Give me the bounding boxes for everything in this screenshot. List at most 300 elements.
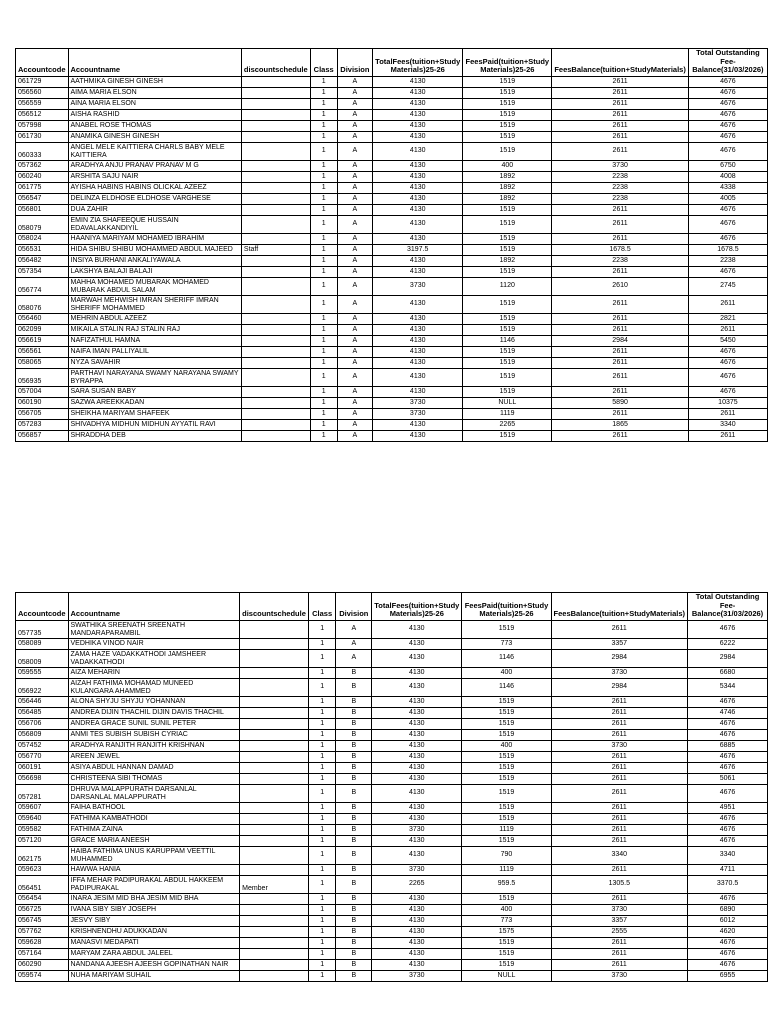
cell-discountschedule <box>240 620 309 638</box>
cell-discountschedule <box>241 368 310 386</box>
cell-total-fees: 4130 <box>372 904 462 915</box>
cell-total-outstanding: 4005 <box>688 193 767 204</box>
cell-total-fees: 4130 <box>372 751 462 762</box>
cell-total-outstanding: 6955 <box>688 970 768 981</box>
cell-accountname: SHRADDHA DEB <box>68 430 241 441</box>
cell-total-outstanding: 4676 <box>688 386 767 397</box>
cell-class: 1 <box>308 835 336 846</box>
table-row <box>16 937 768 948</box>
cell-class: 1 <box>310 76 337 87</box>
cell-fees-balance: 2611 <box>551 696 688 707</box>
cell-accountcode: 059582 <box>16 824 69 835</box>
cell-accountname: MARYAM ZARA ABDUL JALEEL <box>68 948 240 959</box>
cell-total-fees: 4130 <box>373 215 463 233</box>
cell-accountcode: 056446 <box>16 696 69 707</box>
table-row <box>16 773 768 784</box>
cell-total-fees: 4130 <box>372 667 462 678</box>
cell-discountschedule <box>240 864 309 875</box>
cell-fees-paid: 1519 <box>462 835 551 846</box>
table-row <box>16 707 768 718</box>
cell-fees-balance: 2611 <box>552 98 689 109</box>
cell-division: B <box>336 802 372 813</box>
cell-accountname: SWATHIKA SREENATH SREENATH MANDARAPARAMBIL <box>68 620 240 638</box>
table-row <box>16 915 768 926</box>
cell-division: B <box>336 707 372 718</box>
cell-total-fees: 4130 <box>373 357 463 368</box>
cell-accountcode: 056774 <box>16 277 69 295</box>
cell-division: B <box>336 915 372 926</box>
cell-division: A <box>336 638 372 649</box>
cell-division: A <box>337 386 372 397</box>
cell-discountschedule <box>241 408 310 419</box>
cell-total-outstanding: 3340 <box>688 846 768 864</box>
header-row <box>16 49 768 77</box>
cell-total-outstanding: 6012 <box>688 915 768 926</box>
cell-total-fees: 4130 <box>373 233 463 244</box>
cell-fees-paid: 1519 <box>463 430 552 441</box>
cell-total-outstanding: 3340 <box>688 419 767 430</box>
cell-total-fees: 4130 <box>372 948 462 959</box>
cell-fees-balance: 2611 <box>551 802 688 813</box>
table-row <box>16 926 768 937</box>
cell-fees-balance: 3730 <box>551 970 688 981</box>
table-row <box>16 408 768 419</box>
cell-discountschedule <box>241 120 310 131</box>
cell-total-outstanding: 4620 <box>688 926 768 937</box>
cell-division: B <box>336 864 372 875</box>
table-row <box>16 751 768 762</box>
header-discountschedule: discountschedule <box>240 593 309 621</box>
cell-total-fees: 4130 <box>372 649 462 667</box>
cell-fees-paid: 1519 <box>463 357 552 368</box>
table-row <box>16 397 768 408</box>
cell-total-outstanding: 6750 <box>688 160 767 171</box>
cell-total-outstanding: 4676 <box>688 948 768 959</box>
cell-fees-balance: 3730 <box>551 740 688 751</box>
cell-total-outstanding: 4676 <box>688 751 768 762</box>
cell-total-outstanding: 4676 <box>688 266 767 277</box>
cell-discountschedule <box>241 346 310 357</box>
cell-class: 1 <box>310 357 337 368</box>
cell-accountname: ANDREA DIJIN THACHIL DIJIN DAVIS THACHIL <box>68 707 240 718</box>
table-row <box>16 335 768 346</box>
cell-total-fees: 4130 <box>372 740 462 751</box>
cell-fees-paid: 1119 <box>462 864 551 875</box>
header-division: Division <box>336 593 372 621</box>
cell-division: A <box>337 295 372 313</box>
cell-accountcode: 060190 <box>16 397 69 408</box>
cell-class: 1 <box>308 784 336 802</box>
cell-class: 1 <box>310 193 337 204</box>
cell-accountcode: 056560 <box>16 87 69 98</box>
cell-discountschedule <box>240 649 309 667</box>
cell-total-outstanding: 4676 <box>688 893 768 904</box>
cell-accountname: ANAMIKA GINESH GINESH <box>68 131 241 142</box>
cell-total-fees: 3730 <box>373 397 463 408</box>
table-row <box>16 295 768 313</box>
cell-accountname: FAIHA BATHOOL <box>68 802 240 813</box>
cell-total-fees: 4130 <box>373 160 463 171</box>
cell-accountcode: 056801 <box>16 204 69 215</box>
cell-accountcode: 061730 <box>16 131 69 142</box>
cell-fees-paid: 1519 <box>462 802 551 813</box>
cell-accountcode: 062099 <box>16 324 69 335</box>
cell-discountschedule <box>241 419 310 430</box>
cell-total-outstanding: 2745 <box>688 277 767 295</box>
cell-total-fees: 3730 <box>372 864 462 875</box>
table-row <box>16 182 768 193</box>
cell-accountcode: 056619 <box>16 335 69 346</box>
cell-accountname: HIDA SHIBU SHIBU MOHAMMED ABDUL MAJEED <box>68 244 241 255</box>
cell-fees-paid: 1519 <box>462 784 551 802</box>
cell-total-outstanding: 4676 <box>688 368 767 386</box>
cell-division: A <box>337 76 372 87</box>
cell-discountschedule <box>240 751 309 762</box>
cell-discountschedule <box>240 638 309 649</box>
cell-total-fees: 4130 <box>373 266 463 277</box>
header-total-outstanding: Total Outstanding Fee-Balance(31/03/2026) <box>688 593 768 621</box>
cell-division: A <box>337 131 372 142</box>
cell-total-fees: 2265 <box>372 875 462 893</box>
cell-fees-balance: 1678.5 <box>552 244 689 255</box>
cell-discountschedule <box>240 970 309 981</box>
table-row <box>16 784 768 802</box>
cell-fees-paid: 400 <box>462 667 551 678</box>
cell-total-fees: 4130 <box>372 959 462 970</box>
table-row <box>16 904 768 915</box>
cell-class: 1 <box>308 948 336 959</box>
cell-accountcode: 057164 <box>16 948 69 959</box>
cell-fees-balance: 2611 <box>551 864 688 875</box>
cell-discountschedule <box>241 277 310 295</box>
cell-total-outstanding: 2984 <box>688 649 768 667</box>
cell-fees-balance: 2611 <box>552 76 689 87</box>
cell-fees-paid: 1519 <box>462 707 551 718</box>
table-row <box>16 324 768 335</box>
cell-accountname: NUHA MARIYAM SUHAIL <box>68 970 240 981</box>
cell-class: 1 <box>310 255 337 266</box>
cell-discountschedule <box>240 824 309 835</box>
table-row <box>16 131 768 142</box>
cell-class: 1 <box>310 397 337 408</box>
cell-accountcode: 056547 <box>16 193 69 204</box>
cell-discountschedule <box>240 718 309 729</box>
cell-fees-paid: 1519 <box>463 368 552 386</box>
cell-accountcode: 056531 <box>16 244 69 255</box>
cell-discountschedule <box>240 846 309 864</box>
cell-total-fees: 4130 <box>373 87 463 98</box>
table-row <box>16 802 768 813</box>
cell-division: A <box>337 160 372 171</box>
cell-accountname: MANASVI MEDAPATI <box>68 937 240 948</box>
table-row <box>16 120 768 131</box>
cell-total-fees: 4130 <box>373 324 463 335</box>
cell-fees-balance: 2611 <box>552 368 689 386</box>
cell-discountschedule <box>240 729 309 740</box>
cell-fees-balance: 2611 <box>552 233 689 244</box>
cell-division: A <box>337 182 372 193</box>
cell-total-outstanding: 4746 <box>688 707 768 718</box>
cell-fees-paid: 1519 <box>462 620 551 638</box>
cell-fees-paid: 1519 <box>463 244 552 255</box>
cell-accountcode: 056698 <box>16 773 69 784</box>
cell-total-fees: 4130 <box>373 131 463 142</box>
cell-class: 1 <box>308 707 336 718</box>
cell-discountschedule <box>240 784 309 802</box>
cell-discountschedule <box>241 142 310 160</box>
cell-fees-paid: 1892 <box>463 171 552 182</box>
cell-division: A <box>337 244 372 255</box>
cell-total-outstanding: 4676 <box>688 813 768 824</box>
cell-total-outstanding: 4676 <box>688 204 767 215</box>
cell-class: 1 <box>310 87 337 98</box>
cell-total-fees: 4130 <box>372 678 462 696</box>
cell-class: 1 <box>308 678 336 696</box>
cell-discountschedule <box>241 357 310 368</box>
cell-discountschedule <box>240 696 309 707</box>
cell-division: B <box>336 762 372 773</box>
cell-fees-balance: 5890 <box>552 397 689 408</box>
cell-total-outstanding: 5450 <box>688 335 767 346</box>
cell-accountname: MARWAH MEHWISH IMRAN SHERIFF IMRAN SHERIFF MOHAMMED <box>68 295 241 313</box>
cell-class: 1 <box>310 368 337 386</box>
cell-discountschedule <box>241 430 310 441</box>
cell-total-outstanding: 4676 <box>688 729 768 740</box>
table-row <box>16 193 768 204</box>
cell-accountname: DELINZA ELDHOSE ELDHOSE VARGHESE <box>68 193 241 204</box>
cell-accountname: ALONA SHYJU SHYJU YOHANNAN <box>68 696 240 707</box>
cell-division: A <box>337 324 372 335</box>
cell-total-fees: 4130 <box>373 313 463 324</box>
cell-division: A <box>336 649 372 667</box>
header-fees-balance: FeesBalance(tuition+StudyMaterials) <box>551 593 688 621</box>
table-row <box>16 160 768 171</box>
cell-total-outstanding: 4338 <box>688 182 767 193</box>
cell-discountschedule <box>241 171 310 182</box>
cell-discountschedule: Member <box>240 875 309 893</box>
cell-division: B <box>336 824 372 835</box>
cell-fees-paid: 1519 <box>463 295 552 313</box>
cell-accountcode: 057120 <box>16 835 69 846</box>
cell-fees-paid: 1519 <box>462 773 551 784</box>
cell-class: 1 <box>308 718 336 729</box>
cell-division: A <box>337 98 372 109</box>
cell-accountcode: 056770 <box>16 751 69 762</box>
header-accountname: Accountname <box>68 593 240 621</box>
cell-total-outstanding: 4676 <box>688 620 768 638</box>
cell-fees-paid: 1119 <box>463 408 552 419</box>
cell-fees-balance: 2611 <box>552 408 689 419</box>
cell-division: A <box>337 233 372 244</box>
cell-fees-paid: 1519 <box>463 266 552 277</box>
cell-accountname: DHRUVA MALAPPURATH DARSANLAL DARSANLAL MALAPPURATH <box>68 784 240 802</box>
cell-fees-balance: 2611 <box>552 295 689 313</box>
cell-division: A <box>337 109 372 120</box>
table-row <box>16 142 768 160</box>
cell-fees-paid: 959.5 <box>462 875 551 893</box>
cell-total-outstanding: 4711 <box>688 864 768 875</box>
cell-fees-paid: 1519 <box>462 937 551 948</box>
cell-fees-balance: 2611 <box>551 718 688 729</box>
cell-fees-paid: 1146 <box>463 335 552 346</box>
cell-accountcode: 056857 <box>16 430 69 441</box>
header-row <box>16 593 768 621</box>
cell-fees-balance: 3730 <box>551 667 688 678</box>
cell-total-outstanding: 10375 <box>688 397 767 408</box>
cell-discountschedule <box>241 193 310 204</box>
cell-fees-balance: 1865 <box>552 419 689 430</box>
cell-class: 1 <box>310 346 337 357</box>
cell-accountname: FATHIMA ZAINA <box>68 824 240 835</box>
cell-accountname: ZAMA HAZE VADAKKATHODI JAMSHEER VADAKKATHODI <box>68 649 240 667</box>
cell-total-outstanding: 6680 <box>688 667 768 678</box>
header-total-fees: TotalFees(tuition+Study Materials)25-26 <box>372 593 462 621</box>
cell-total-fees: 4130 <box>372 707 462 718</box>
cell-fees-paid: 1519 <box>462 751 551 762</box>
cell-total-fees: 3730 <box>372 970 462 981</box>
cell-fees-paid: 1519 <box>463 109 552 120</box>
cell-accountname: ANGEL MELE KAITTIERA CHARLS BABY MELE KAITTIERA <box>68 142 241 160</box>
cell-fees-balance: 2610 <box>552 277 689 295</box>
cell-fees-balance: 3730 <box>552 160 689 171</box>
cell-accountcode: 056561 <box>16 346 69 357</box>
table-row <box>16 959 768 970</box>
cell-total-outstanding: 4676 <box>688 762 768 773</box>
cell-total-outstanding: 4676 <box>688 215 767 233</box>
table-row <box>16 266 768 277</box>
cell-accountcode: 057452 <box>16 740 69 751</box>
cell-total-outstanding: 4676 <box>688 784 768 802</box>
cell-accountname: ANABEL ROSE THOMAS <box>68 120 241 131</box>
table-row <box>16 419 768 430</box>
cell-accountcode: 061775 <box>16 182 69 193</box>
cell-accountcode: 057004 <box>16 386 69 397</box>
cell-class: 1 <box>308 915 336 926</box>
cell-fees-balance: 2611 <box>551 707 688 718</box>
cell-fees-paid: 1519 <box>463 204 552 215</box>
cell-total-outstanding: 4008 <box>688 171 767 182</box>
cell-discountschedule <box>241 76 310 87</box>
table-row <box>16 87 768 98</box>
table-row <box>16 649 768 667</box>
cell-accountcode: 057354 <box>16 266 69 277</box>
cell-division: A <box>337 142 372 160</box>
cell-class: 1 <box>308 729 336 740</box>
cell-total-outstanding: 4676 <box>688 937 768 948</box>
cell-class: 1 <box>310 98 337 109</box>
cell-accountname: AYISHA HABINS HABINS OLICKAL AZEEZ <box>68 182 241 193</box>
cell-fees-paid: 1892 <box>463 182 552 193</box>
cell-fees-paid: NULL <box>463 397 552 408</box>
cell-fees-balance: 2611 <box>552 346 689 357</box>
cell-fees-paid: 1519 <box>462 893 551 904</box>
cell-discountschedule <box>241 109 310 120</box>
header-fees-balance: FeesBalance(tuition+StudyMaterials) <box>552 49 689 77</box>
cell-fees-balance: 2611 <box>551 824 688 835</box>
cell-accountcode: 057281 <box>16 784 69 802</box>
cell-accountcode: 056922 <box>16 678 69 696</box>
cell-total-fees: 3730 <box>372 824 462 835</box>
cell-division: A <box>337 215 372 233</box>
cell-division: B <box>336 893 372 904</box>
cell-total-fees: 4130 <box>373 98 463 109</box>
cell-fees-paid: 2265 <box>463 419 552 430</box>
cell-fees-paid: 773 <box>462 638 551 649</box>
cell-accountname: PARTHAVI NARAYANA SWAMY NARAYANA SWAMY BYRAPPA <box>68 368 241 386</box>
cell-accountname: AREEN JEWEL <box>68 751 240 762</box>
cell-total-outstanding: 4951 <box>688 802 768 813</box>
cell-total-outstanding: 6222 <box>688 638 768 649</box>
cell-fees-paid: NULL <box>462 970 551 981</box>
cell-fees-balance: 2611 <box>551 835 688 846</box>
cell-total-outstanding: 4676 <box>688 142 767 160</box>
cell-class: 1 <box>308 638 336 649</box>
cell-total-fees: 3197.5 <box>373 244 463 255</box>
table-row <box>16 718 768 729</box>
cell-fees-balance: 2611 <box>552 313 689 324</box>
cell-division: A <box>337 357 372 368</box>
cell-accountname: SAZWA AREEKKADAN <box>68 397 241 408</box>
cell-class: 1 <box>310 131 337 142</box>
cell-discountschedule <box>240 893 309 904</box>
cell-class: 1 <box>308 740 336 751</box>
table-row <box>16 215 768 233</box>
cell-accountname: HAWWA HANIA <box>68 864 240 875</box>
cell-class: 1 <box>310 233 337 244</box>
cell-total-fees: 4130 <box>373 204 463 215</box>
cell-total-fees: 4130 <box>372 926 462 937</box>
cell-class: 1 <box>310 313 337 324</box>
table-row <box>16 824 768 835</box>
cell-class: 1 <box>308 875 336 893</box>
cell-accountcode: 058079 <box>16 215 69 233</box>
cell-total-outstanding: 4676 <box>688 233 767 244</box>
cell-fees-paid: 1519 <box>463 346 552 357</box>
table-row <box>16 762 768 773</box>
cell-fees-balance: 2611 <box>551 784 688 802</box>
cell-fees-paid: 1519 <box>463 386 552 397</box>
cell-total-outstanding: 2611 <box>688 324 767 335</box>
cell-accountname: NAFIZATHUL HAMNA <box>68 335 241 346</box>
table-row <box>16 620 768 638</box>
cell-total-outstanding: 2611 <box>688 430 767 441</box>
cell-class: 1 <box>310 204 337 215</box>
cell-fees-paid: 1575 <box>462 926 551 937</box>
cell-class: 1 <box>310 408 337 419</box>
cell-class: 1 <box>308 751 336 762</box>
cell-fees-paid: 1519 <box>463 233 552 244</box>
cell-class: 1 <box>308 937 336 948</box>
cell-division: A <box>337 368 372 386</box>
header-fees-paid: FeesPaid(tuition+Study Materials)25-26 <box>462 593 551 621</box>
cell-discountschedule <box>241 204 310 215</box>
cell-accountcode: 056512 <box>16 109 69 120</box>
cell-total-outstanding: 6890 <box>688 904 768 915</box>
cell-fees-balance: 2611 <box>551 762 688 773</box>
cell-discountschedule <box>240 904 309 915</box>
cell-accountcode: 057735 <box>16 620 69 638</box>
cell-class: 1 <box>308 926 336 937</box>
cell-fees-balance: 2611 <box>552 215 689 233</box>
cell-division: B <box>336 696 372 707</box>
cell-fees-balance: 2611 <box>551 813 688 824</box>
cell-total-outstanding: 4676 <box>688 346 767 357</box>
cell-fees-balance: 2611 <box>551 937 688 948</box>
cell-total-outstanding: 4676 <box>688 98 767 109</box>
cell-division: A <box>337 87 372 98</box>
cell-total-outstanding: 5344 <box>688 678 768 696</box>
table-row <box>16 386 768 397</box>
